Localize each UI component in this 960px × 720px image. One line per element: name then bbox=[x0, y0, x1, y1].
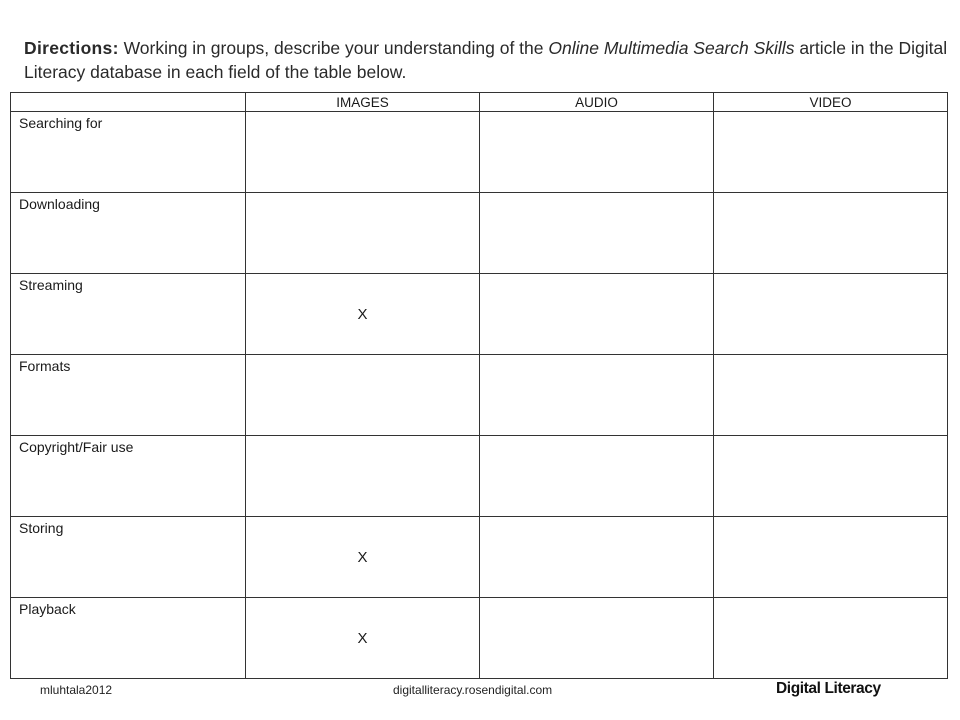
worksheet-table bbox=[10, 92, 948, 679]
row-label: Copyright/Fair use bbox=[11, 436, 246, 517]
cell-audio[interactable] bbox=[480, 193, 714, 274]
cell-video[interactable] bbox=[714, 274, 948, 355]
table-row bbox=[11, 436, 948, 517]
directions-text-before: Working in groups, describe your understanding of the bbox=[118, 38, 549, 58]
cell-video[interactable] bbox=[714, 112, 948, 193]
header-corner bbox=[11, 93, 246, 112]
cell-video[interactable] bbox=[714, 598, 948, 679]
table-row bbox=[11, 274, 948, 355]
article-title: Online Multimedia Search Skills bbox=[548, 38, 795, 58]
directions-text bbox=[24, 36, 949, 84]
table-row bbox=[11, 193, 948, 274]
cell-audio[interactable] bbox=[480, 355, 714, 436]
cell-images-value: X bbox=[357, 548, 368, 566]
brand-logo: Digital Literacy bbox=[776, 680, 881, 697]
table-row bbox=[11, 112, 948, 193]
row-label: Formats bbox=[11, 355, 246, 436]
cell-images[interactable] bbox=[246, 274, 480, 355]
row-label: Downloading bbox=[11, 193, 246, 274]
header-images: IMAGES bbox=[246, 93, 480, 112]
row-label: Playback bbox=[11, 598, 246, 679]
cell-audio[interactable] bbox=[480, 517, 714, 598]
cell-images-value: X bbox=[357, 629, 368, 647]
footer-author: mluhtala2012 bbox=[40, 683, 113, 697]
cell-images[interactable] bbox=[246, 598, 480, 679]
cell-video[interactable] bbox=[714, 193, 948, 274]
footer-url: digitalliteracy.rosendigital.com bbox=[393, 683, 553, 697]
cell-video[interactable] bbox=[714, 517, 948, 598]
header-row bbox=[11, 93, 948, 112]
cell-audio[interactable] bbox=[480, 274, 714, 355]
cell-video[interactable] bbox=[714, 436, 948, 517]
header-video: VIDEO bbox=[714, 93, 948, 112]
cell-images[interactable] bbox=[246, 112, 480, 193]
table-row bbox=[11, 598, 948, 679]
table-row bbox=[11, 355, 948, 436]
directions-lead: Directions: bbox=[24, 38, 119, 58]
cell-audio[interactable] bbox=[480, 436, 714, 517]
header-audio: AUDIO bbox=[480, 93, 714, 112]
cell-audio[interactable] bbox=[480, 112, 714, 193]
row-label: Storing bbox=[11, 517, 246, 598]
cell-images[interactable] bbox=[246, 436, 480, 517]
row-label: Streaming bbox=[11, 274, 246, 355]
cell-images-value: X bbox=[357, 305, 368, 323]
row-label: Searching for bbox=[11, 112, 246, 193]
cell-images[interactable] bbox=[246, 193, 480, 274]
table-row bbox=[11, 517, 948, 598]
cell-images[interactable] bbox=[246, 517, 480, 598]
cell-images[interactable] bbox=[246, 355, 480, 436]
cell-video[interactable] bbox=[714, 355, 948, 436]
directions-text-after: article in the Digital Literacy database in each field of the table below. bbox=[24, 38, 948, 82]
cell-audio[interactable] bbox=[480, 598, 714, 679]
